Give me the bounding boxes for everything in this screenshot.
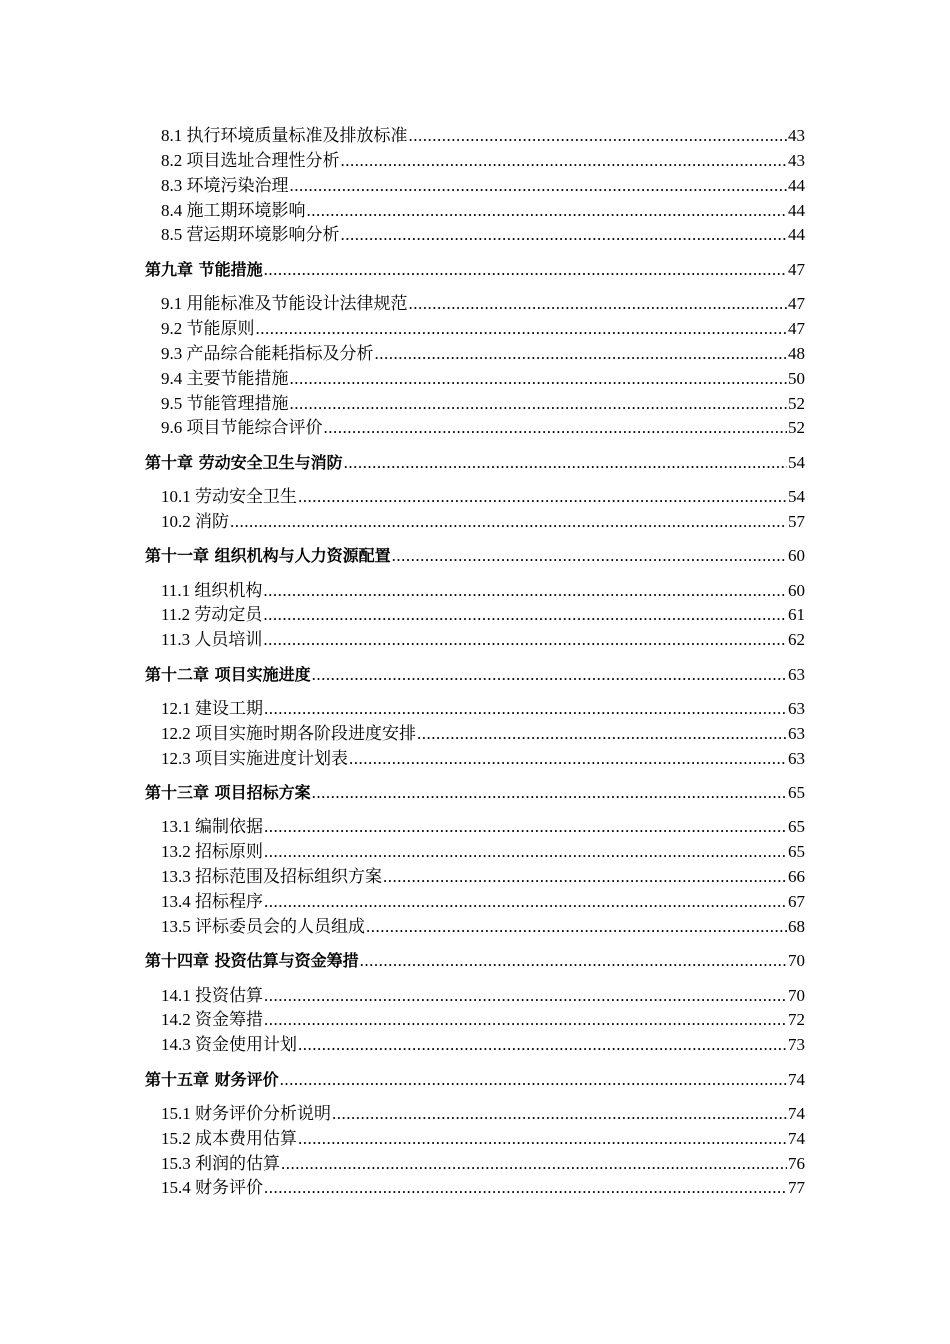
- toc-chapter-entry[interactable]: [145, 452, 805, 474]
- toc-section-entry[interactable]: [161, 125, 805, 147]
- toc-dot-leader: [263, 580, 787, 602]
- toc-dot-leader: [264, 841, 787, 863]
- toc-entry-title: 9.5 节能管理措施: [161, 394, 289, 413]
- toc-chapter-entry[interactable]: [145, 545, 805, 567]
- toc-entry-title: 9.4 主要节能措施: [161, 369, 289, 388]
- toc-section-entry[interactable]: [161, 1177, 805, 1199]
- toc-section-entry[interactable]: [161, 1034, 805, 1056]
- toc-dot-leader: [264, 1009, 787, 1031]
- toc-dot-leader: [375, 343, 788, 365]
- toc-dot-leader: [264, 985, 787, 1007]
- toc-page-number: 44: [788, 201, 805, 220]
- toc-dot-leader: [264, 1177, 787, 1199]
- toc-section-entry[interactable]: [161, 1128, 805, 1150]
- toc-entry-title: 14.2 资金筹措: [161, 1010, 263, 1029]
- toc-page-number: 47: [788, 294, 805, 313]
- toc-entry-title: 8.3 环境污染治理: [161, 176, 289, 195]
- toc-dot-leader: [298, 1128, 787, 1150]
- toc-entry-title: 11.3 人员培训: [161, 630, 263, 649]
- toc-page-number: 73: [788, 1035, 805, 1054]
- toc-page-number: 47: [788, 260, 805, 279]
- toc-chapter-entry[interactable]: [145, 782, 805, 804]
- toc-page-number: 66: [788, 867, 805, 886]
- toc-section-entry[interactable]: [161, 224, 805, 246]
- toc-entry-title: 15.4 财务评价: [161, 1178, 263, 1197]
- toc-dot-leader: [264, 698, 787, 720]
- toc-entry-title: 第十三章 项目招标方案: [145, 783, 311, 802]
- toc-entry-title: 13.2 招标原则: [161, 842, 263, 861]
- toc-page-number: 74: [788, 1104, 805, 1123]
- toc-section-entry[interactable]: [161, 891, 805, 913]
- toc-section-entry[interactable]: [161, 841, 805, 863]
- toc-page-number: 52: [788, 418, 805, 437]
- toc-entry-title: 12.1 建设工期: [161, 699, 263, 718]
- toc-page-number: 65: [788, 783, 805, 802]
- toc-page-number: 65: [788, 842, 805, 861]
- toc-page-number: 67: [788, 892, 805, 911]
- toc-dot-leader: [349, 748, 787, 770]
- toc-dot-leader: [417, 723, 787, 745]
- toc-section-entry[interactable]: [161, 368, 805, 390]
- toc-chapter-entry[interactable]: [145, 1069, 805, 1091]
- toc-entry-title: 14.3 资金使用计划: [161, 1035, 297, 1054]
- toc-section-entry[interactable]: [161, 150, 805, 172]
- toc-dot-leader: [341, 224, 788, 246]
- toc-section-entry[interactable]: [161, 293, 805, 315]
- toc-dot-leader: [332, 1103, 787, 1125]
- toc-entry-title: 8.2 项目选址合理性分析: [161, 151, 340, 170]
- toc-section-entry[interactable]: [161, 698, 805, 720]
- toc-entry-title: 13.4 招标程序: [161, 892, 263, 911]
- toc-page-number: 74: [788, 1070, 805, 1089]
- toc-dot-leader: [366, 916, 787, 938]
- toc-page-number: 72: [788, 1010, 805, 1029]
- toc-section-entry[interactable]: [161, 748, 805, 770]
- toc-chapter-entry[interactable]: [145, 664, 805, 686]
- toc-section-entry[interactable]: [161, 629, 805, 651]
- toc-dot-leader: [290, 175, 788, 197]
- toc-entry-title: 第十章 劳动安全卫生与消防: [145, 453, 343, 472]
- toc-entry-title: 第十一章 组织机构与人力资源配置: [145, 546, 391, 565]
- toc-entry-title: 9.2 节能原则: [161, 319, 255, 338]
- toc-entry-title: 9.3 产品综合能耗指标及分析: [161, 344, 374, 363]
- toc-dot-leader: [280, 1069, 787, 1091]
- toc-page-number: 77: [788, 1178, 805, 1197]
- toc-dot-leader: [409, 125, 788, 147]
- toc-dot-leader: [281, 1153, 787, 1175]
- toc-chapter-entry[interactable]: [145, 950, 805, 972]
- toc-page-number: 43: [788, 151, 805, 170]
- toc-dot-leader: [383, 866, 787, 888]
- toc-entry-title: 12.2 项目实施时期各阶段进度安排: [161, 724, 416, 743]
- toc-entry-title: 15.2 成本费用估算: [161, 1129, 297, 1148]
- toc-section-entry[interactable]: [161, 816, 805, 838]
- toc-page-number: 50: [788, 369, 805, 388]
- toc-section-entry[interactable]: [161, 417, 805, 439]
- toc-entry-title: 8.4 施工期环境影响: [161, 201, 306, 220]
- toc-section-entry[interactable]: [161, 1153, 805, 1175]
- toc-section-entry[interactable]: [161, 486, 805, 508]
- toc-dot-leader: [312, 664, 787, 686]
- toc-dot-leader: [290, 393, 788, 415]
- toc-page-number: 54: [788, 487, 805, 506]
- toc-page-number: 44: [788, 225, 805, 244]
- toc-chapter-entry[interactable]: [145, 259, 805, 281]
- toc-entry-title: 11.2 劳动定员: [161, 605, 263, 624]
- toc-dot-leader: [264, 891, 787, 913]
- toc-page-number: 48: [788, 344, 805, 363]
- toc-dot-leader: [230, 511, 787, 533]
- toc-section-entry[interactable]: [161, 343, 805, 365]
- toc-section-entry[interactable]: [161, 1103, 805, 1125]
- toc-section-entry[interactable]: [161, 318, 805, 340]
- toc-dot-leader: [256, 318, 788, 340]
- toc-entry-title: 第十五章 财务评价: [145, 1070, 279, 1089]
- toc-page-number: 57: [788, 512, 805, 531]
- toc-page-number: 76: [788, 1154, 805, 1173]
- toc-page-number: 61: [788, 605, 805, 624]
- toc-dot-leader: [392, 545, 787, 567]
- toc-page-number: 68: [788, 917, 805, 936]
- toc-page-number: 63: [788, 749, 805, 768]
- toc-dot-leader: [324, 417, 788, 439]
- toc-entry-title: 8.5 营运期环境影响分析: [161, 225, 340, 244]
- toc-page-number: 47: [788, 319, 805, 338]
- toc-entry-title: 第十四章 投资估算与资金筹措: [145, 951, 359, 970]
- toc-section-entry[interactable]: [161, 916, 805, 938]
- toc-entry-title: 9.1 用能标准及节能设计法律规范: [161, 294, 408, 313]
- toc-page-number: 70: [788, 951, 805, 970]
- toc-entry-title: 11.1 组织机构: [161, 581, 263, 600]
- toc-dot-leader: [298, 1034, 787, 1056]
- toc-page-number: 52: [788, 394, 805, 413]
- toc-section-entry[interactable]: [161, 604, 805, 626]
- toc-dot-leader: [298, 486, 787, 508]
- toc-page-number: 60: [788, 546, 805, 565]
- toc-dot-leader: [360, 950, 787, 972]
- toc-section-entry[interactable]: [161, 1009, 805, 1031]
- toc-page-number: 63: [788, 665, 805, 684]
- toc-page-number: 54: [788, 453, 805, 472]
- toc-dot-leader: [263, 629, 787, 651]
- toc-section-entry[interactable]: [161, 200, 805, 222]
- toc-dot-leader: [409, 293, 788, 315]
- toc-page-number: 65: [788, 817, 805, 836]
- toc-section-entry[interactable]: [161, 866, 805, 888]
- toc-page-number: 63: [788, 724, 805, 743]
- toc-section-entry[interactable]: [161, 175, 805, 197]
- toc-section-entry[interactable]: [161, 985, 805, 1007]
- toc-page-number: 74: [788, 1129, 805, 1148]
- toc-section-entry[interactable]: [161, 393, 805, 415]
- toc-entry-title: 10.1 劳动安全卫生: [161, 487, 297, 506]
- toc-dot-leader: [264, 259, 787, 281]
- toc-page-number: 62: [788, 630, 805, 649]
- toc-entry-title: 14.1 投资估算: [161, 986, 263, 1005]
- toc-dot-leader: [290, 368, 788, 390]
- toc-section-entry[interactable]: [161, 580, 805, 602]
- toc-entry-title: 15.3 利润的估算: [161, 1154, 280, 1173]
- toc-entry-title: 10.2 消防: [161, 512, 229, 531]
- toc-entry-title: 8.1 执行环境质量标准及排放标准: [161, 126, 408, 145]
- toc-entry-title: 12.3 项目实施进度计划表: [161, 749, 348, 768]
- toc-section-entry[interactable]: [161, 723, 805, 745]
- toc-entry-title: 13.3 招标范围及招标组织方案: [161, 867, 382, 886]
- toc-section-entry[interactable]: [161, 511, 805, 533]
- toc-dot-leader: [341, 150, 788, 172]
- toc-entry-title: 13.5 评标委员会的人员组成: [161, 917, 365, 936]
- toc-entry-title: 15.1 财务评价分析说明: [161, 1104, 331, 1123]
- toc-dot-leader: [307, 200, 788, 222]
- toc-dot-leader: [264, 816, 787, 838]
- toc-entry-title: 第九章 节能措施: [145, 260, 263, 279]
- toc-entry-title: 13.1 编制依据: [161, 817, 263, 836]
- toc-page-number: 43: [788, 126, 805, 145]
- toc-page-number: 70: [788, 986, 805, 1005]
- toc-page-number: 63: [788, 699, 805, 718]
- toc-entry-title: 第十二章 项目实施进度: [145, 665, 311, 684]
- toc-entry-title: 9.6 项目节能综合评价: [161, 418, 323, 437]
- toc-page-number: 44: [788, 176, 805, 195]
- toc-dot-leader: [344, 452, 787, 474]
- toc-page-number: 60: [788, 581, 805, 600]
- toc-dot-leader: [263, 604, 787, 626]
- toc-dot-leader: [312, 782, 787, 804]
